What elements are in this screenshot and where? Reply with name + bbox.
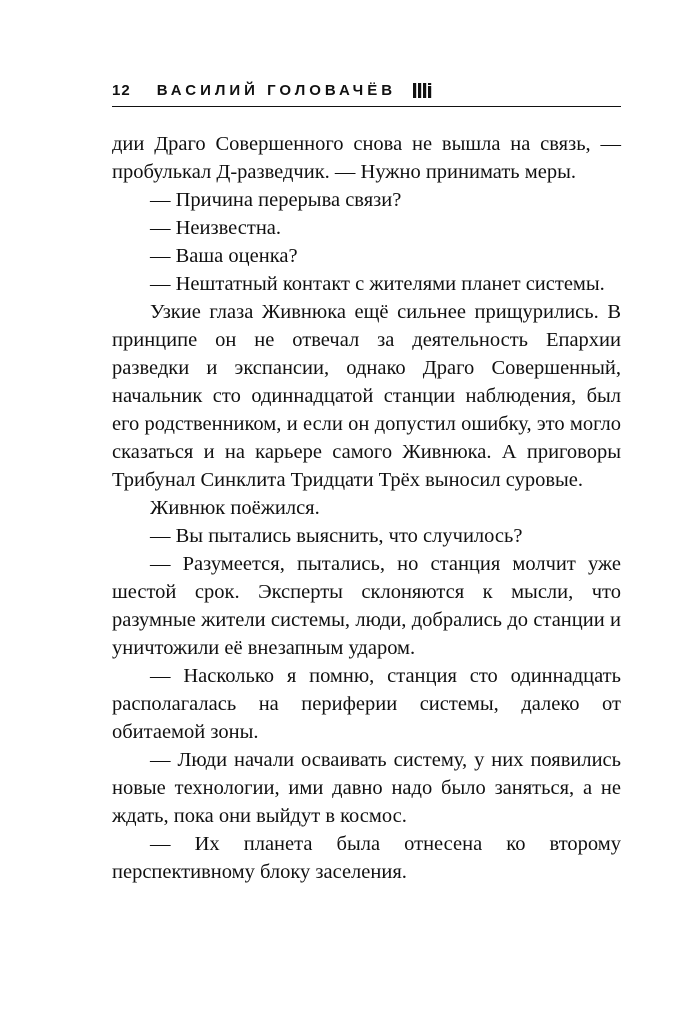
publisher-logo-icon	[412, 82, 434, 99]
paragraph: — Нештатный контакт с жителями планет системы.	[150, 273, 605, 295]
paragraph: — Причина перерыва связи?	[150, 189, 402, 211]
page-body	[112, 130, 621, 886]
author-running-head: ВАСИЛИЙ ГОЛОВАЧЁВ	[156, 82, 397, 99]
paragraph: — Разумеется, пытались, но станция молчит уже шестой срок. Эксперты склоняются к мысли, что разумные жители системы, люди, добрались до станции и уничтожили её внезапным ударом.	[112, 553, 621, 659]
paragraph: — Вы пытались выяснить, что случилось?	[150, 525, 523, 547]
page-header	[112, 82, 621, 99]
paragraph: — Неизвестна.	[150, 217, 282, 239]
paragraph: — Ваша оценка?	[150, 245, 298, 267]
paragraph: — Насколько я помню, станция сто одиннадцать располагалась на периферии системы, далеко от обитаемой зоны.	[112, 665, 621, 743]
page-number: 12	[112, 82, 131, 99]
paragraph: Живнюк поёжился.	[150, 497, 320, 519]
header-rule	[112, 106, 621, 107]
paragraph: — Люди начали осваивать систему, у них появились новые технологии, ими давно надо было заняться, а не ждать, пока они выйдут в космос.	[112, 749, 621, 827]
paragraph: дии Драго Совершенного снова не вышла на связь, — пробулькал Д-разведчик. — Нужно принимать меры.	[112, 133, 621, 183]
paragraph: Узкие глаза Живнюка ещё сильнее прищурились. В принципе он не отвечал за деятельность Епархии разведки и экспансии, однако Драго Совершенный, начальник сто одиннадцатой станции наблюдения, был его родственником, и если он допустил ошибку, это могло сказаться и на карьере самого Живнюка. А приговоры Трибунал Синклита Тридцати Трёх выносил суровые.	[112, 301, 621, 491]
paragraph: — Их планета была отнесена ко второму перспективному блоку заселения.	[112, 833, 621, 883]
